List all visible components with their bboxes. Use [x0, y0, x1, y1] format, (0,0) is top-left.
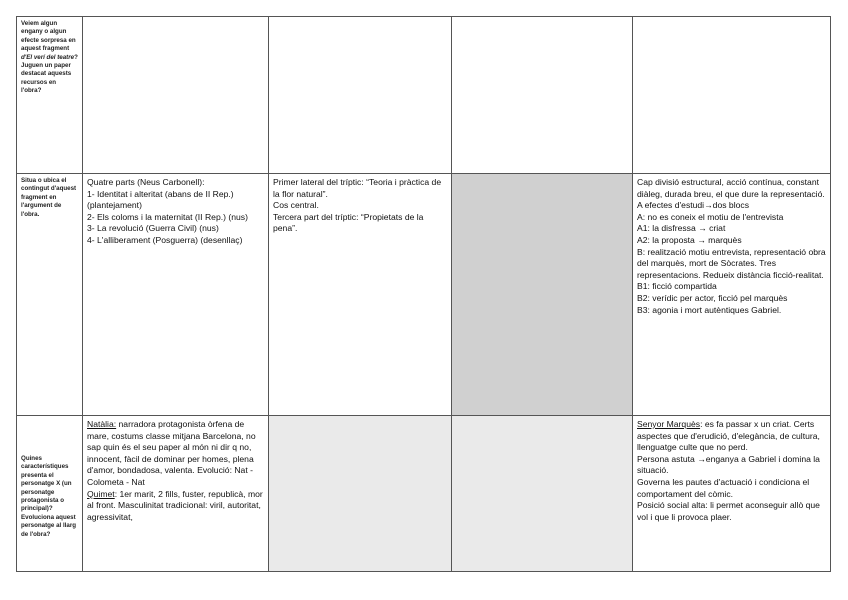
answer-cell — [269, 17, 452, 174]
table-row — [17, 17, 831, 174]
answer-cell-characters: Natàlia: narradora protagonista òrfena de mare, costums classe mitjana Barcelona, no sap quin és el seu paper al món ni dir q no, innocent, fàcil de dominar per homes, plena d'amor, bondadosa, valenta. Evolució: Nat - Colometa - Nat Quimet: 1er marit, 2 fills, fuster, republicà, mor al front. Masculinitat tradicional: viril, autoritat, agressivitat, — [83, 416, 269, 572]
character-name: Natàlia: — [87, 419, 117, 429]
question-cell: Situa o ubica el contingut d'aquest fragment en l'argument de l'obra. — [17, 174, 83, 416]
question-cell: Quines característiques presenta el personatge X (un personatge protagonista o principal)? Evoluciona aquest personatge al llarg de l'obra? — [17, 416, 83, 572]
character-name: Senyor Marquès — [637, 419, 701, 429]
answer-cell-play: Cap divisió estructural, acció contínua, constant diàleg, durada breu, el que dure la representació. A efectes d'estudi→dos blocs A: no es coneix el motiu de l'entrevista A1: la disfressa → criat A2: la proposta → marquès B: realització motiu entrevista, representació obra del marquès, mort de Sòcrates. Tres representacions. Redueix distància ficció-realitat. B1: ficció compartida B2: verídic per actor, ficció pel marquès B3: agonia i mort autèntiques Gabriel. — [633, 174, 831, 416]
answer-cell-marques: Senyor Marquès: es fa passar x un criat. Certs aspectes que d'erudició, d'elegància, de cultura, llenguatge culte que no perd. Persona astuta →enganya a Gabriel i domina la situació. Governa les pautes d'actuació i condiciona el comportament del còmic. Posició social alta: li permet aconseguir allò que vol i que li provoca plaer. — [633, 416, 831, 572]
answer-cell — [83, 17, 269, 174]
answer-cell — [633, 17, 831, 174]
shaded-cell — [452, 174, 633, 416]
table-row — [17, 416, 831, 572]
table-row — [17, 174, 831, 416]
character-name: Quimet — [87, 488, 115, 499]
question-cell: Veiem algun engany o algun efecte sorpresa en aquest fragment d'El verí del teatre? Juguen un paper destacat aquests recursos en l'obra? — [17, 17, 83, 174]
answer-cell-structure: Quatre parts (Neus Carbonell): 1- Identitat i alteritat (abans de II Rep.) (plantejament) 2- Els coloms i la maternitat (II Rep.) (nus) 3- La revolució (Guerra Civil) (nus) 4- L'alliberament (Posguerra) (desenllaç) — [83, 174, 269, 416]
shaded-cell — [269, 416, 452, 572]
answer-cell-triptych: Primer lateral del tríptic: “Teoria i pràctica de la flor natural”. Cos central. Tercera part del tríptic: “Propietats de la pena”. — [269, 174, 452, 416]
analysis-table — [16, 16, 831, 572]
shaded-cell — [452, 416, 633, 572]
answer-cell — [452, 17, 633, 174]
